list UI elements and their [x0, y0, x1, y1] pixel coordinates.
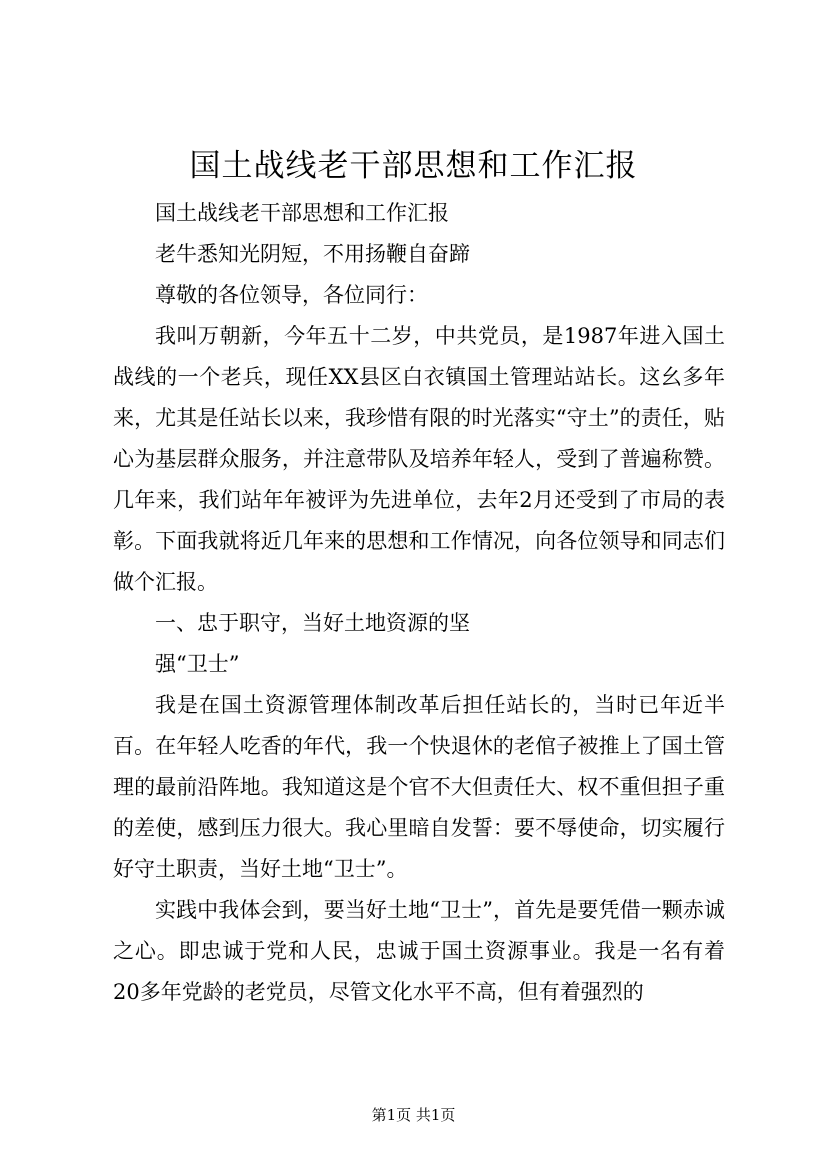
document-title: 国土战线老干部思想和工作汇报	[189, 148, 638, 184]
paragraph-appointment: 我是在国土资源管理体制改革后担任站长的，当时已年近半百。在年轻人吃香的年代，我一个快退休的老倌子被推上了国土管理的最前沿阵地。我知道这是个官不大但责任大、权不重但担子重的差使，感到压力很大。我心里暗自发誓：要不辱使命，切实履行好守土职责，当好土地“卫士”。	[113, 693, 725, 881]
section-heading-line1: 一、忠于职守，当好土地资源的坚	[155, 611, 470, 635]
paragraph-motto: 老牛悉知光阴短，不用扬鞭自奋蹄	[155, 242, 470, 266]
paragraph-heading-repeat: 国土战线老干部思想和工作汇报	[155, 201, 449, 225]
section-heading-line2: 强“卫士”	[155, 652, 240, 676]
paragraph-introduction: 我叫万朝新，今年五十二岁，中共党员，是1987年进入国土战线的一个老兵，现任XX县区白衣镇国土管理站站长。这幺多年来，尤其是任站长以来，我珍惜有限的时光落实“守土”的责任，贴心为基层群众服务，并注意带队及培养年轻人，受到了普遍称赞。几年来，我们站年年被评为先进单位，去年2月还受到了市局的表彰。下面我就将近几年来的思想和工作情况，向各位领导和同志们做个汇报。	[113, 324, 725, 594]
paragraph-salutation: 尊敬的各位领导，各位同行：	[155, 283, 428, 307]
page-footer: 第1页 共1页	[371, 1106, 456, 1124]
document-body	[113, 193, 725, 1013]
paragraph-practice: 实践中我体会到，要当好土地“卫士”，首先是要凭借一颗赤诚之心。即忠诚于党和人民，忠诚于国土资源事业。我是一名有着20多年党龄的老党员，尽管文化水平不高，但有着强烈的	[113, 898, 725, 1004]
